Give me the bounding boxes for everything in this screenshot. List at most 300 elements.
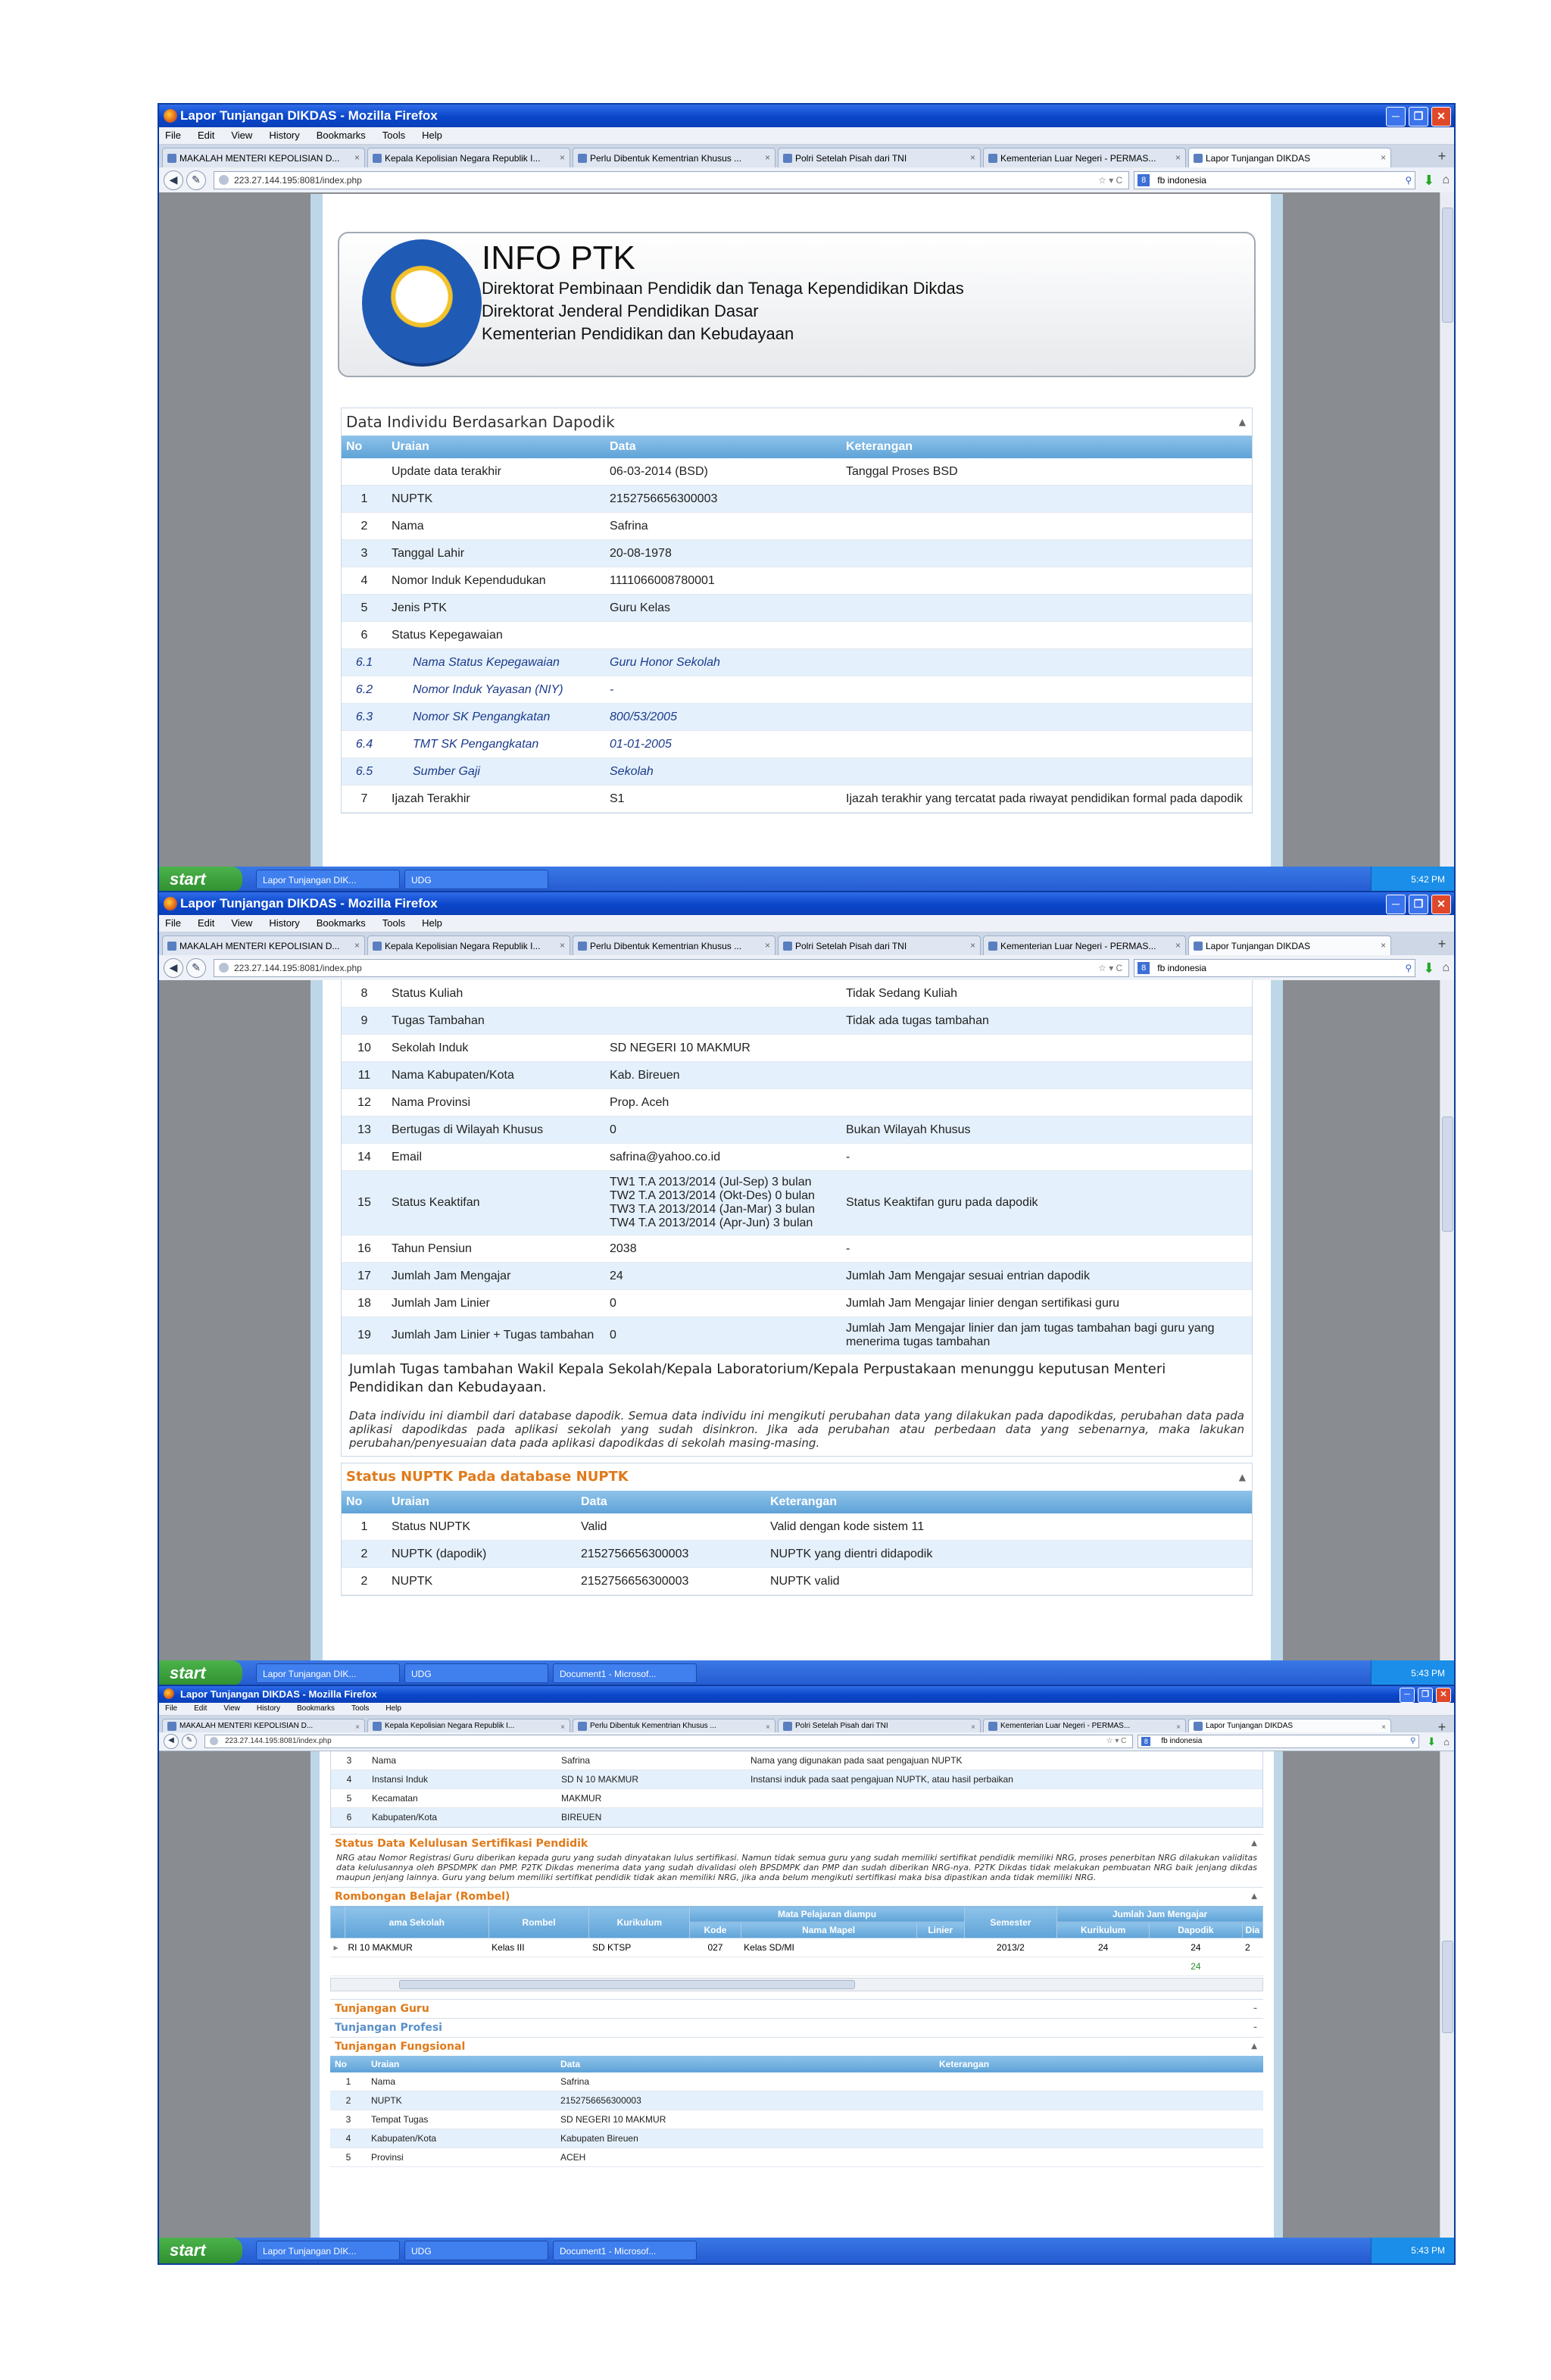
new-tab-button[interactable]: +	[1437, 936, 1446, 951]
task-firefox[interactable]: Lapor Tunjangan DIK...	[256, 2241, 400, 2260]
task-word[interactable]: Document1 - Microsof...	[553, 2241, 697, 2260]
table-cell: 24	[605, 1263, 841, 1290]
table-cell: 5	[331, 1789, 367, 1808]
tab-close-icon[interactable]: ×	[1176, 1723, 1181, 1732]
home-icon[interactable]: ⌂	[1442, 961, 1450, 974]
individu-table-cont	[342, 980, 1252, 1354]
task-udg[interactable]: UDG	[404, 1663, 548, 1683]
table-cell: Prop. Aceh	[605, 1089, 841, 1117]
table-row	[342, 567, 1252, 595]
note-tugas-tambahan: Jumlah Tugas tambahan Wakil Kepala Sekolah/Kepala Laboratorium/Kepala Perpustakaan menunggu keputusan Menteri Pendidikan dan Kebudayaan.	[349, 1361, 1166, 1395]
table-cell: Status Kuliah	[387, 980, 605, 1007]
table-cell: Instansi Induk	[367, 1770, 557, 1789]
table-cell: Status Keaktifan	[387, 1171, 605, 1235]
search-icon[interactable]: ⚲	[1410, 1737, 1416, 1745]
column-header: Data	[605, 436, 841, 458]
table-cell: Jumlah Jam Mengajar	[387, 1263, 605, 1290]
tab-close-icon[interactable]: ×	[764, 152, 770, 163]
clock: 5:42 PM	[1371, 867, 1454, 892]
tab-bar	[159, 1716, 1454, 1735]
menu-history[interactable]: History	[269, 917, 300, 929]
tab-0[interactable]: MAKALAH MENTERI KEPOLISIAN D... ×	[162, 935, 365, 955]
kelulusan-text: NRG atau Nomor Registrasi Guru diberikan kepada guru yang sudah dinyatakan lulus sertifikasi. Namun tidak semua guru yang sudah memiliki sertifikat pendidik memiliki NRG, proses penerbitan NRG dilakukan validitas data kelulusannya oleh BPSDMPK dan PMP. P2TK Dikdas menerima data yang sudah divalidasi oleh BPSDMPK dan PMP dan sudah diberikan NRG-nya. P2TK Dikdas tidak melakukan pembuatan NRG baik jenjang dikdas maupun jenjang lainnya. Guru yang belum memiliki sertifikat pendidik tidak akan memiliki NRG, jika anda belum mengikuti sertifikasi maka bisa dipastikan anda tidak memiliki NRG.	[336, 1853, 1257, 1882]
table-cell: Tidak Sedang Kuliah	[841, 980, 1252, 1007]
firefox-icon	[164, 897, 177, 910]
table-cell: 9	[342, 1007, 387, 1035]
table-row	[342, 731, 1252, 758]
tab-favicon-icon	[373, 1722, 382, 1731]
table-cell	[841, 513, 1252, 540]
table-row	[342, 1117, 1252, 1144]
search-icon[interactable]: ⚲	[1405, 175, 1412, 186]
tools-icon[interactable]: ✎	[182, 1734, 197, 1749]
download-icon[interactable]: ⬇	[1423, 960, 1435, 976]
windows-taskbar	[159, 1660, 1454, 1686]
col-jumlah-jam: Jumlah Jam Mengajar	[1057, 1907, 1263, 1922]
rombel-row[interactable]: ▸ RI 10 MAKMUR Kelas III SD KTSP 027 Kelas SD/MI 2013/2 24 24 2	[331, 1938, 1263, 1957]
section-tunjangan-fungsional[interactable]: Tunjangan Fungsional ▲	[330, 2037, 1263, 2056]
tab-close-icon[interactable]: ×	[1380, 940, 1386, 951]
table-cell: Jumlah Jam Mengajar linier dengan sertifikasi guru	[841, 1290, 1252, 1317]
task-firefox[interactable]: Lapor Tunjangan DIK...	[256, 1663, 400, 1683]
fungsional-table	[330, 2056, 1263, 2167]
menu-bookmarks[interactable]: Bookmarks	[316, 917, 366, 929]
menu-help[interactable]: Help	[385, 1704, 401, 1713]
table-row	[342, 1035, 1252, 1062]
menu-file[interactable]: File	[165, 130, 181, 141]
col-semester: Semester	[964, 1907, 1056, 1938]
task-udg[interactable]: UDG	[404, 2241, 548, 2260]
new-tab-button[interactable]: +	[1437, 148, 1446, 164]
tab-1[interactable]: Kepala Kepolisian Negara Republik I... ×	[367, 148, 570, 167]
close-button[interactable]: ✕	[1431, 895, 1451, 914]
window-titlebar	[159, 1686, 1454, 1703]
table-cell: 6.5	[342, 758, 387, 786]
table-cell: Jumlah Jam Linier + Tugas tambahan	[387, 1317, 605, 1354]
tab-3[interactable]: Polri Setelah Pisah dari TNI ×	[778, 1719, 981, 1732]
table-cell: TW1 T.A 2013/2014 (Jul-Sep) 3 bulan TW2 T.A 2013/2014 (Okt-Des) 0 bulan TW3 T.A 2013/2014 (Jan-Mar) 3 bulan TW4 T.A 2013/2014 (Apr-Jun) 3 bulan	[605, 1171, 841, 1235]
tab-favicon-icon	[167, 942, 176, 951]
table-row	[342, 1541, 1252, 1568]
page-viewport	[159, 1751, 1454, 2238]
tab-close-icon[interactable]: ×	[1175, 152, 1181, 163]
table-cell: 2038	[605, 1235, 841, 1263]
table-cell	[841, 649, 1252, 676]
section-tunjangan-guru[interactable]: Tunjangan Guru –	[330, 1999, 1263, 2018]
table-cell: SD NEGERI 10 MAKMUR	[556, 2110, 935, 2129]
expand-icon[interactable]: –	[1253, 2023, 1257, 2032]
tab-close-icon[interactable]: ×	[560, 1723, 565, 1732]
tab-favicon-icon	[373, 942, 382, 951]
firefox-icon	[164, 109, 177, 123]
search-icon[interactable]: ⚲	[1405, 963, 1412, 973]
back-button[interactable]: ◀	[164, 170, 183, 190]
rombel-total-row	[331, 1957, 1263, 1976]
tab-close-icon[interactable]: ×	[766, 1723, 770, 1732]
expand-icon[interactable]: –	[1253, 2004, 1257, 2013]
table-cell	[841, 1089, 1252, 1117]
minimize-button[interactable]: ─	[1386, 107, 1406, 126]
tab-1[interactable]: Kepala Kepolisian Negara Republik I... ×	[367, 935, 570, 955]
menu-tools[interactable]: Tools	[351, 1704, 370, 1713]
table-cell: SD NEGERI 10 MAKMUR	[605, 1035, 841, 1062]
table-cell: Status Kepegawaian	[387, 622, 605, 649]
table-cell: 11	[342, 1062, 387, 1089]
collapse-icon[interactable]: ▲	[1251, 2042, 1257, 2050]
new-tab-button[interactable]: +	[1437, 1719, 1446, 1735]
header-line-1: Direktorat Pembinaan Pendidik dan Tenaga Kependidikan Dikdas	[482, 279, 964, 298]
table-cell: 1	[342, 486, 387, 513]
col-dia: Dia	[1242, 1922, 1262, 1938]
table-cell: 2152756656300003	[605, 486, 841, 513]
menu-bar	[159, 1703, 1454, 1716]
globe-icon	[210, 1737, 218, 1745]
star-refresh-icons[interactable]: ☆ ▾ C	[1098, 963, 1123, 973]
menu-edit[interactable]: Edit	[194, 1704, 208, 1713]
table-row	[342, 1171, 1252, 1235]
panel-status-nuptk	[330, 1751, 1263, 1828]
individu-table	[342, 436, 1252, 813]
tab-2[interactable]: Perlu Dibentuk Kementrian Khusus ... ×	[573, 148, 776, 167]
section-title: Status Data Kelulusan Sertifikasi Pendidik ▲	[330, 1834, 1263, 1853]
table-row	[342, 513, 1252, 540]
tab-3[interactable]: Polri Setelah Pisah dari TNI ×	[778, 935, 981, 955]
table-row	[342, 1317, 1252, 1354]
table-row	[342, 1144, 1252, 1171]
col-kurikulum: Kurikulum	[589, 1907, 690, 1938]
table-cell	[935, 2110, 1263, 2129]
table-cell: NUPTK	[387, 1568, 576, 1595]
table-cell: Valid	[576, 1513, 766, 1541]
table-cell: 19	[342, 1317, 387, 1354]
table-cell: 12	[342, 1089, 387, 1117]
clock: 5:43 PM	[1371, 1660, 1454, 1686]
tab-close-icon[interactable]: ×	[1175, 940, 1181, 951]
table-cell: Ijazah terakhir yang tercatat pada riwayat pendidikan formal pada dapodik	[841, 786, 1252, 813]
nuptk-table	[342, 1491, 1252, 1595]
search-box[interactable]: 8 fb indonesia ⚲	[1134, 171, 1415, 189]
table-cell: 17	[342, 1263, 387, 1290]
home-icon[interactable]: ⌂	[1443, 1735, 1450, 1748]
table-cell: Provinsi	[367, 2148, 556, 2167]
table-cell: Tanggal Proses BSD	[841, 458, 1252, 486]
tut-wuri-handayani-logo	[362, 239, 482, 367]
url-bar[interactable]: 223.27.144.195:8081/index.php ☆ ▾ C	[214, 959, 1129, 977]
menu-edit[interactable]: Edit	[197, 130, 215, 141]
horizontal-scrollbar[interactable]	[330, 1978, 1263, 1991]
restore-button[interactable]: ❐	[1409, 895, 1428, 914]
table-cell: Jumlah Jam Mengajar linier dan jam tugas tambahan bagi guru yang menerima tugas tambahan	[841, 1317, 1252, 1354]
table-cell: Kab. Bireuen	[605, 1062, 841, 1089]
section-tunjangan-profesi[interactable]: Tunjangan Profesi –	[330, 2018, 1263, 2037]
clock: 5:43 PM	[1371, 2238, 1454, 2263]
table-cell	[605, 622, 841, 649]
tab-favicon-icon	[167, 1722, 176, 1731]
menu-edit[interactable]: Edit	[197, 917, 215, 929]
page-viewport	[159, 980, 1454, 1660]
menu-file[interactable]: File	[165, 917, 181, 929]
table-cell	[841, 622, 1252, 649]
tab-close-icon[interactable]: ×	[1381, 1723, 1386, 1732]
table-cell: Nama Provinsi	[387, 1089, 605, 1117]
back-button[interactable]: ◀	[164, 958, 183, 978]
table-cell: Guru Kelas	[605, 595, 841, 622]
minimize-button[interactable]: ─	[1386, 895, 1406, 914]
column-header: Keterangan	[766, 1491, 1252, 1513]
menu-history[interactable]: History	[269, 130, 300, 141]
download-icon[interactable]: ⬇	[1423, 172, 1435, 188]
table-cell: Tanggal Lahir	[387, 540, 605, 567]
col-linier: Linier	[916, 1922, 964, 1938]
tab-close-icon[interactable]: ×	[354, 152, 360, 163]
table-cell: SD N 10 MAKMUR	[557, 1770, 746, 1789]
table-row	[342, 704, 1252, 731]
column-header: Keterangan	[935, 2056, 1263, 2072]
star-refresh-icons[interactable]: ☆ ▾ C	[1098, 175, 1123, 186]
col-dapodik: Dapodik	[1150, 1922, 1242, 1938]
site-header	[338, 232, 1256, 377]
table-cell: 14	[342, 1144, 387, 1171]
restore-button[interactable]: ❐	[1418, 1688, 1433, 1703]
google-icon: 8	[1138, 174, 1150, 186]
table-row	[342, 458, 1252, 486]
col-kode: Kode	[690, 1922, 741, 1938]
table-cell	[746, 1808, 1262, 1827]
column-header: No	[342, 436, 387, 458]
table-row	[342, 676, 1252, 704]
table-cell: Update data terakhir	[387, 458, 605, 486]
tab-5[interactable]: Lapor Tunjangan DIKDAS ×	[1188, 935, 1391, 955]
table-row	[342, 1513, 1252, 1541]
vertical-scrollbar[interactable]	[1440, 192, 1454, 867]
search-box[interactable]: 8 fb indonesia ⚲	[1134, 959, 1415, 977]
table-cell: Ijazah Terakhir	[387, 786, 605, 813]
menu-tools[interactable]: Tools	[382, 917, 406, 929]
table-cell: Status NUPTK	[387, 1513, 576, 1541]
task-word[interactable]: Document1 - Microsof...	[553, 1663, 697, 1683]
tab-close-icon[interactable]: ×	[969, 940, 975, 951]
table-row	[342, 1263, 1252, 1290]
table-row	[331, 1751, 1262, 1770]
table-cell: 2	[330, 2091, 367, 2110]
table-cell: ACEH	[556, 2148, 935, 2167]
table-row	[342, 540, 1252, 567]
task-udg[interactable]: UDG	[404, 870, 548, 889]
table-cell: Tugas Tambahan	[387, 1007, 605, 1035]
table-cell: 06-03-2014 (BSD)	[605, 458, 841, 486]
tab-0[interactable]: MAKALAH MENTERI KEPOLISIAN D... ×	[162, 1719, 365, 1732]
table-cell: Nama	[387, 513, 605, 540]
table-cell: Nama	[367, 2072, 556, 2091]
table-cell: Tahun Pensiun	[387, 1235, 605, 1263]
vertical-scrollbar[interactable]	[1440, 980, 1454, 1660]
tab-close-icon[interactable]: ×	[1380, 152, 1386, 163]
tools-icon[interactable]: ✎	[186, 170, 206, 190]
globe-icon	[219, 175, 229, 185]
windows-taskbar	[159, 2238, 1454, 2263]
rombel-table	[330, 1906, 1263, 1976]
google-icon: 8	[1141, 1737, 1150, 1746]
table-cell: 6	[342, 622, 387, 649]
table-cell: 4	[342, 567, 387, 595]
table-cell: -	[605, 676, 841, 704]
tab-favicon-icon	[373, 154, 382, 163]
table-row	[342, 1007, 1252, 1035]
restore-button[interactable]: ❐	[1409, 107, 1428, 126]
tab-4[interactable]: Kementerian Luar Negeri - PERMAS... ×	[983, 148, 1186, 167]
start-button[interactable]: start	[159, 2238, 242, 2263]
table-row	[342, 1235, 1252, 1263]
table-cell	[935, 2072, 1263, 2091]
tab-5[interactable]: Lapor Tunjangan DIKDAS ×	[1188, 148, 1391, 167]
table-cell	[841, 1035, 1252, 1062]
download-icon[interactable]: ⬇	[1427, 1735, 1437, 1748]
table-cell	[935, 2091, 1263, 2110]
tab-4[interactable]: Kementerian Luar Negeri - PERMAS... ×	[983, 935, 1186, 955]
table-row	[342, 486, 1252, 513]
table-cell: 1	[330, 2072, 367, 2091]
menu-history[interactable]: History	[256, 1704, 280, 1713]
table-cell: 15	[342, 1171, 387, 1235]
collapse-icon[interactable]: ▲	[1251, 1892, 1257, 1901]
table-row	[330, 2148, 1263, 2167]
close-button[interactable]: ✕	[1436, 1688, 1451, 1703]
section-title-rombel: Rombongan Belajar (Rombel) ▲	[330, 1887, 1263, 1906]
menu-bar	[159, 915, 1454, 932]
tab-favicon-icon	[167, 154, 176, 163]
collapse-icon[interactable]: ▲	[1238, 1472, 1246, 1482]
start-button[interactable]: start	[159, 1660, 242, 1686]
url-bar[interactable]: 223.27.144.195:8081/index.php ☆ ▾ C	[214, 171, 1129, 189]
table-cell	[841, 567, 1252, 595]
table-cell	[746, 1789, 1262, 1808]
table-cell: 1111066008780001	[605, 567, 841, 595]
table-row	[330, 2129, 1263, 2148]
tab-favicon-icon	[988, 1722, 997, 1731]
column-header: Uraian	[387, 1491, 576, 1513]
menu-file[interactable]: File	[165, 1704, 178, 1713]
menu-help[interactable]: Help	[422, 917, 442, 929]
table-cell: NUPTK	[387, 486, 605, 513]
collapse-icon[interactable]: ▲	[1251, 1839, 1257, 1847]
tab-close-icon[interactable]: ×	[764, 940, 770, 951]
table-cell: 6.4	[342, 731, 387, 758]
close-button[interactable]: ✕	[1431, 107, 1451, 126]
start-button[interactable]: start	[159, 867, 242, 892]
tab-favicon-icon	[783, 942, 792, 951]
table-cell	[841, 1062, 1252, 1089]
back-button[interactable]: ◀	[164, 1734, 179, 1749]
column-header: Uraian	[387, 436, 605, 458]
table-row	[331, 1789, 1262, 1808]
google-icon: 8	[1138, 962, 1150, 974]
col-kurikulum-jam: Kurikulum	[1057, 1922, 1150, 1938]
table-cell: safrina@yahoo.co.id	[605, 1144, 841, 1171]
screenshot-3	[159, 1686, 1454, 2263]
minimize-button[interactable]: ─	[1400, 1688, 1415, 1703]
header-line-3: Kementerian Pendidikan dan Kebudayaan	[482, 324, 794, 343]
table-row	[342, 1290, 1252, 1317]
column-header: Uraian	[367, 2056, 556, 2072]
table-cell: 4	[331, 1770, 367, 1789]
table-cell: S1	[605, 786, 841, 813]
table-cell: 5	[342, 595, 387, 622]
table-cell	[841, 486, 1252, 513]
url-bar[interactable]: 223.27.144.195:8081/index.php ☆ ▾ C	[204, 1735, 1133, 1748]
menu-bookmarks[interactable]: Bookmarks	[316, 130, 366, 141]
table-cell	[841, 758, 1252, 786]
table-cell: Sekolah Induk	[387, 1035, 605, 1062]
task-firefox[interactable]: Lapor Tunjangan DIK...	[256, 870, 400, 889]
menu-help[interactable]: Help	[422, 130, 442, 141]
table-row	[330, 2072, 1263, 2091]
menu-tools[interactable]: Tools	[382, 130, 406, 141]
star-refresh-icons[interactable]: ☆ ▾ C	[1106, 1737, 1127, 1745]
tab-3[interactable]: Polri Setelah Pisah dari TNI ×	[778, 148, 981, 167]
tab-2[interactable]: Perlu Dibentuk Kementrian Khusus ... ×	[573, 935, 776, 955]
column-header: No	[342, 1491, 387, 1513]
table-cell: Kabupaten/Kota	[367, 1808, 557, 1827]
tab-bar	[159, 932, 1454, 955]
page-content	[311, 980, 1283, 1660]
tab-favicon-icon	[1194, 154, 1203, 163]
table-row	[342, 1089, 1252, 1117]
table-cell: Kabupaten/Kota	[367, 2129, 556, 2148]
table-cell: NUPTK	[367, 2091, 556, 2110]
tab-0[interactable]: MAKALAH MENTERI KEPOLISIAN D... ×	[162, 148, 365, 167]
tab-close-icon[interactable]: ×	[969, 152, 975, 163]
tab-close-icon[interactable]: ×	[559, 940, 565, 951]
tools-icon[interactable]: ✎	[186, 958, 206, 978]
tab-favicon-icon	[783, 154, 792, 163]
menu-view[interactable]: View	[231, 130, 253, 141]
tab-2[interactable]: Perlu Dibentuk Kementrian Khusus ... ×	[573, 1719, 776, 1732]
table-cell	[841, 704, 1252, 731]
window-title: Lapor Tunjangan DIKDAS - Mozilla Firefox	[180, 896, 438, 910]
column-header: No	[330, 2056, 367, 2072]
table-cell: 7	[342, 786, 387, 813]
table-cell: Guru Honor Sekolah	[605, 649, 841, 676]
tab-close-icon[interactable]: ×	[559, 152, 565, 163]
table-cell: 8	[342, 980, 387, 1007]
row-expand-icon[interactable]: ▸	[331, 1938, 345, 1957]
table-cell: 5	[330, 2148, 367, 2167]
table-cell: 6.3	[342, 704, 387, 731]
tab-close-icon[interactable]: ×	[971, 1723, 975, 1732]
collapse-icon[interactable]: ▲	[1238, 417, 1246, 427]
search-box[interactable]: 8 fb indonesia ⚲	[1138, 1735, 1419, 1748]
home-icon[interactable]: ⌂	[1442, 173, 1450, 186]
tab-4[interactable]: Kementerian Luar Negeri - PERMAS... ×	[983, 1719, 1186, 1732]
table-cell	[605, 980, 841, 1007]
menu-view[interactable]: View	[231, 917, 253, 929]
tab-close-icon[interactable]: ×	[354, 940, 360, 951]
tab-favicon-icon	[988, 942, 997, 951]
page-viewport	[159, 192, 1454, 867]
table-cell	[841, 676, 1252, 704]
table-cell: Nomor Induk Yayasan (NIY)	[387, 676, 605, 704]
tab-5[interactable]: Lapor Tunjangan DIKDAS ×	[1188, 1719, 1391, 1732]
tab-favicon-icon	[578, 1722, 587, 1731]
table-row	[342, 622, 1252, 649]
menu-view[interactable]: View	[223, 1704, 240, 1713]
tab-1[interactable]: Kepala Kepolisian Negara Republik I... ×	[367, 1719, 570, 1732]
section-kelulusan	[330, 1834, 1263, 2167]
vertical-scrollbar[interactable]	[1440, 1751, 1454, 2238]
tab-close-icon[interactable]: ×	[355, 1723, 360, 1732]
menu-bookmarks[interactable]: Bookmarks	[296, 1704, 335, 1713]
table-cell: 18	[342, 1290, 387, 1317]
